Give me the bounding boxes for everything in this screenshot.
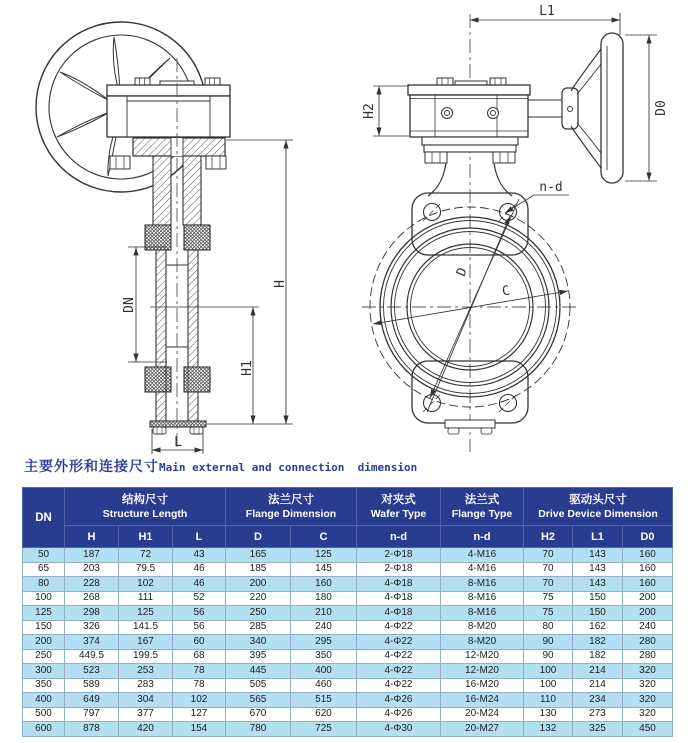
table-cell: 182 — [573, 635, 623, 650]
table-cell: 160 — [623, 562, 673, 577]
table-cell: 320 — [623, 678, 673, 693]
col-header-wafer-nd: n-d — [357, 526, 441, 548]
table-cell: 295 — [291, 635, 357, 650]
col-header-l1: L1 — [573, 526, 623, 548]
table-cell: 250 — [23, 649, 65, 664]
table-cell: 8-M16 — [441, 606, 524, 621]
table-cell: 298 — [65, 606, 119, 621]
table-cell: 75 — [524, 591, 573, 606]
table-row — [23, 577, 673, 592]
table-cell: 78 — [173, 678, 226, 693]
table-cell: 8-M16 — [441, 577, 524, 592]
dim-label-c: C — [500, 283, 512, 300]
table-cell: 127 — [173, 707, 226, 722]
table-cell: 523 — [65, 664, 119, 679]
col-group-structure-length — [65, 488, 226, 526]
table-cell: 325 — [573, 722, 623, 737]
table-cell: 350 — [23, 678, 65, 693]
dim-label-dn: DN — [122, 297, 137, 313]
dim-label-h2: H2 — [362, 103, 377, 119]
table-cell: 102 — [119, 577, 173, 592]
gearbox-front — [408, 78, 530, 163]
table-cell: 160 — [291, 577, 357, 592]
dim-label-nd: n-d — [539, 180, 563, 195]
table-cell: 100 — [524, 678, 573, 693]
table-cell: 374 — [65, 635, 119, 650]
table-cell: 210 — [291, 606, 357, 621]
table-row — [23, 707, 673, 722]
section-title-en: Main external and connection dimension — [159, 461, 418, 474]
group-label-zh: 对夹式 — [381, 493, 416, 506]
group-label-zh: 结构尺寸 — [122, 493, 168, 506]
table-cell: 4-Φ26 — [357, 707, 441, 722]
table-cell: 214 — [573, 678, 623, 693]
group-label-en: Flange Dimension — [245, 507, 337, 520]
table-cell: 100 — [23, 591, 65, 606]
table-cell: 182 — [573, 649, 623, 664]
table-cell: 505 — [226, 678, 291, 693]
table-cell: 145 — [291, 562, 357, 577]
table-cell: 250 — [226, 606, 291, 621]
col-group-wafer-type — [357, 488, 441, 526]
col-group-flange-type — [441, 488, 524, 526]
table-cell: 130 — [524, 707, 573, 722]
col-group-drive-device — [524, 488, 673, 526]
left-view-section — [36, 22, 293, 454]
table-cell: 100 — [524, 664, 573, 679]
table-cell: 160 — [623, 548, 673, 563]
table-cell: 240 — [291, 620, 357, 635]
table-cell: 400 — [291, 664, 357, 679]
table-cell: 141.5 — [119, 620, 173, 635]
group-label-en: Wafer Type — [370, 507, 427, 520]
table-cell: 400 — [23, 693, 65, 708]
table-cell: 162 — [573, 620, 623, 635]
table-cell: 200 — [226, 577, 291, 592]
table-cell: 4-Φ30 — [357, 722, 441, 737]
table-cell: 420 — [119, 722, 173, 737]
table-cell: 395 — [226, 649, 291, 664]
table-cell: 90 — [524, 635, 573, 650]
table-cell: 320 — [623, 707, 673, 722]
table-cell: 377 — [119, 707, 173, 722]
table-cell: 797 — [65, 707, 119, 722]
table-cell: 154 — [173, 722, 226, 737]
group-label-zh: 法兰式 — [464, 493, 500, 506]
table-cell: 90 — [524, 649, 573, 664]
table-cell: 65 — [23, 562, 65, 577]
table-cell: 72 — [119, 548, 173, 563]
table-cell: 111 — [119, 591, 173, 606]
table-cell: 12-M20 — [441, 649, 524, 664]
col-header-l: L — [173, 526, 226, 548]
table-cell: 60 — [173, 635, 226, 650]
table-cell: 268 — [65, 591, 119, 606]
col-header-h: H — [65, 526, 119, 548]
table-body — [23, 548, 673, 737]
table-cell: 185 — [226, 562, 291, 577]
table-cell: 4-Φ18 — [357, 606, 441, 621]
table-cell: 143 — [573, 548, 623, 563]
col-header-h1: H1 — [119, 526, 173, 548]
table-cell: 52 — [173, 591, 226, 606]
table-row — [23, 562, 673, 577]
group-label-en: Flange Type — [451, 507, 513, 520]
table-cell: 4-Φ22 — [357, 664, 441, 679]
right-view-front — [362, 4, 669, 452]
table-cell: 4-Φ22 — [357, 620, 441, 635]
dim-label-d: D — [454, 265, 471, 279]
table-cell: 50 — [23, 548, 65, 563]
table-cell: 150 — [23, 620, 65, 635]
table-cell: 143 — [573, 577, 623, 592]
table-cell: 70 — [524, 577, 573, 592]
table-cell: 80 — [23, 577, 65, 592]
group-label-zh: 驱动头尺寸 — [569, 493, 627, 506]
table-row — [23, 693, 673, 708]
table-cell: 565 — [226, 693, 291, 708]
table-cell: 70 — [524, 562, 573, 577]
table-cell: 8-M16 — [441, 591, 524, 606]
table-cell: 46 — [173, 577, 226, 592]
table-cell: 670 — [226, 707, 291, 722]
table-cell: 150 — [573, 591, 623, 606]
table-cell: 4-M16 — [441, 548, 524, 563]
table-cell: 167 — [119, 635, 173, 650]
dim-label-h: H — [273, 280, 288, 288]
table-cell: 214 — [573, 664, 623, 679]
table-cell: 273 — [573, 707, 623, 722]
dim-label-l: L — [174, 435, 182, 450]
col-header-d: D — [226, 526, 291, 548]
table-cell: 620 — [291, 707, 357, 722]
table-cell: 340 — [226, 635, 291, 650]
dimension-table — [22, 487, 673, 737]
table-cell: 20-M24 — [441, 707, 524, 722]
table-cell: 283 — [119, 678, 173, 693]
table-cell: 234 — [573, 693, 623, 708]
table-cell: 143 — [573, 562, 623, 577]
table-cell: 20-M27 — [441, 722, 524, 737]
table-cell: 228 — [65, 577, 119, 592]
table-row — [23, 606, 673, 621]
table-cell: 56 — [173, 620, 226, 635]
handwheel-side — [528, 33, 623, 183]
table-row — [23, 722, 673, 737]
table-row — [23, 548, 673, 563]
table-row — [23, 678, 673, 693]
table-cell: 515 — [291, 693, 357, 708]
table-cell: 8-M20 — [441, 635, 524, 650]
section-title-zh: 主要外形和连接尺寸 — [24, 458, 159, 474]
table-cell: 110 — [524, 693, 573, 708]
table-cell: 16-M24 — [441, 693, 524, 708]
table-row — [23, 649, 673, 664]
table-cell: 200 — [623, 591, 673, 606]
table-cell: 725 — [291, 722, 357, 737]
table-cell: 78 — [173, 664, 226, 679]
table-cell: 125 — [23, 606, 65, 621]
table-cell: 187 — [65, 548, 119, 563]
dim-label-h1: H1 — [240, 360, 255, 376]
group-label-zh: 法兰尺寸 — [268, 493, 314, 506]
table-cell: 8-M20 — [441, 620, 524, 635]
table-cell: 320 — [623, 664, 673, 679]
group-label-en: Drive Device Dimension — [538, 507, 658, 520]
table-cell: 304 — [119, 693, 173, 708]
table-cell: 4-Φ18 — [357, 591, 441, 606]
table-cell: 79.5 — [119, 562, 173, 577]
table-cell: 56 — [173, 606, 226, 621]
table-cell: 16-M20 — [441, 678, 524, 693]
table-cell: 199.5 — [119, 649, 173, 664]
table-cell: 878 — [65, 722, 119, 737]
dim-label-d0: D0 — [654, 100, 669, 116]
table-cell: 200 — [623, 606, 673, 621]
table-cell: 75 — [524, 606, 573, 621]
table-cell: 300 — [23, 664, 65, 679]
table-cell: 280 — [623, 649, 673, 664]
table-cell: 600 — [23, 722, 65, 737]
table-cell: 2-Φ18 — [357, 548, 441, 563]
table-cell: 350 — [291, 649, 357, 664]
table-cell: 180 — [291, 591, 357, 606]
table-cell: 68 — [173, 649, 226, 664]
gearbox-side — [107, 78, 230, 137]
col-header-flange-nd: n-d — [441, 526, 524, 548]
section-title — [24, 456, 417, 476]
col-group-flange-dimension — [226, 488, 357, 526]
valve-body-section — [145, 156, 210, 434]
col-header-h2: H2 — [524, 526, 573, 548]
table-row — [23, 664, 673, 679]
table-cell: 320 — [623, 693, 673, 708]
table-cell: 280 — [623, 635, 673, 650]
table-cell: 70 — [524, 548, 573, 563]
table-cell: 780 — [226, 722, 291, 737]
table-cell: 102 — [173, 693, 226, 708]
table-cell: 449.5 — [65, 649, 119, 664]
table-cell: 203 — [65, 562, 119, 577]
table-cell: 4-Φ22 — [357, 649, 441, 664]
table-cell: 12-M20 — [441, 664, 524, 679]
group-label-en: Structure Length — [102, 507, 188, 520]
table-cell: 460 — [291, 678, 357, 693]
table-cell: 125 — [119, 606, 173, 621]
table-cell: 253 — [119, 664, 173, 679]
table-cell: 46 — [173, 562, 226, 577]
table-cell: 4-Φ22 — [357, 678, 441, 693]
table-cell: 450 — [623, 722, 673, 737]
table-cell: 445 — [226, 664, 291, 679]
table-cell: 4-Φ18 — [357, 577, 441, 592]
table-cell: 649 — [65, 693, 119, 708]
table-cell: 43 — [173, 548, 226, 563]
col-header-c: C — [291, 526, 357, 548]
table-cell: 4-Φ22 — [357, 635, 441, 650]
table-cell: 125 — [291, 548, 357, 563]
table-cell: 220 — [226, 591, 291, 606]
table-cell: 4-M16 — [441, 562, 524, 577]
table-cell: 80 — [524, 620, 573, 635]
table-cell: 4-Φ26 — [357, 693, 441, 708]
table-cell: 165 — [226, 548, 291, 563]
dim-label-l1: L1 — [539, 4, 555, 19]
col-header-d0: D0 — [623, 526, 673, 548]
table-cell: 326 — [65, 620, 119, 635]
table-row — [23, 620, 673, 635]
table-cell: 160 — [623, 577, 673, 592]
table-cell: 132 — [524, 722, 573, 737]
table-cell: 150 — [573, 606, 623, 621]
col-header-dn: DN — [23, 488, 65, 548]
table-cell: 2-Φ18 — [357, 562, 441, 577]
table-cell: 500 — [23, 707, 65, 722]
table-cell: 589 — [65, 678, 119, 693]
table-row — [23, 635, 673, 650]
table-cell: 285 — [226, 620, 291, 635]
table-row — [23, 591, 673, 606]
table-cell: 240 — [623, 620, 673, 635]
table-cell: 200 — [23, 635, 65, 650]
